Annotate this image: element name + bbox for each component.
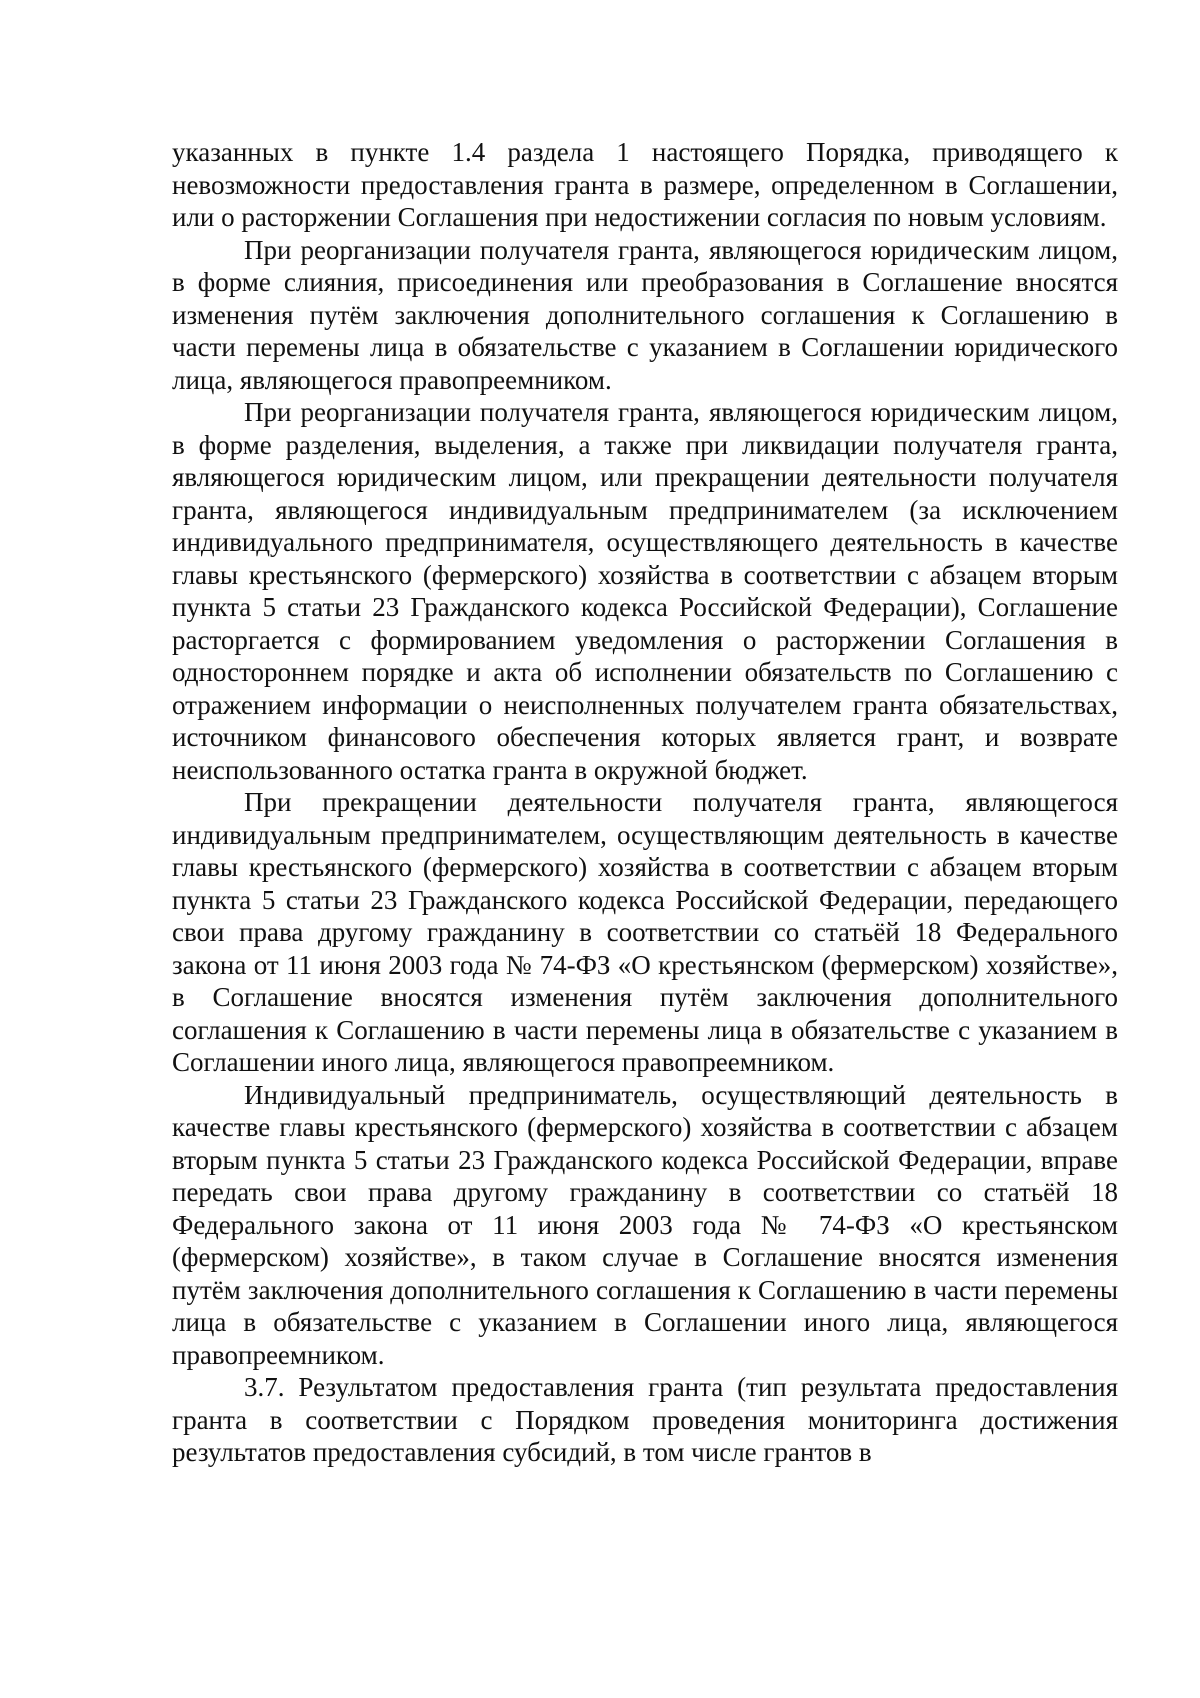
document-page <box>172 136 1118 1469</box>
paragraph-continuation: указанных в пункте 1.4 раздела 1 настоящего Порядка, приводящего к невозможности предоставления гранта в размере, определенном в Соглашении, или о расторжении Соглашения при недостижении согласия по новым условиям. <box>172 137 1118 232</box>
paragraph-reorganization-merger: При реорганизации получателя гранта, являющегося юридическим лицом, в форме слияния, присоединения или преобразования в Соглашение вносятся изменения путём заключения дополнительного соглашения к Соглашению в части перемены лица в обязательстве с указанием в Соглашении юридического лица, являющегося правопреемником. <box>172 234 1118 395</box>
paragraph-rights-transfer: Индивидуальный предприниматель, осуществляющий деятельность в качестве главы крестьянского (фермерского) хозяйства в соответствии с абзацем вторым пункта 5 статьи 23 Гражданского кодекса Российской Федерации, вправе передать свои права другому гражданину в соответствии со статьёй 18 Федерального закона от 11 июня 2003 года № 74-ФЗ «О крестьянском (фермерском) хозяйстве», в таком случае в Соглашение вносятся изменения путём заключения дополнительного соглашения к Соглашению в части перемены лица в обязательстве с указанием в Соглашении иного лица, являющегося правопреемником. <box>172 1079 1118 1370</box>
paragraph-reorganization-division: При реорганизации получателя гранта, являющегося юридическим лицом, в форме разделения, выделения, а также при ликвидации получателя гранта, являющегося юридическим лицом, или прекращении деятельности получателя гранта, являющегося индивидуальным предпринимателем (за исключением индивидуального предпринимателя, осуществляющего деятельность в качестве главы крестьянского (фермерского) хозяйства в соответствии с абзацем вторым пункта 5 статьи 23 Гражданского кодекса Российской Федерации), Соглашение расторгается с формированием уведомления о расторжении Соглашения в одностороннем порядке и акта об исполнении обязательств по Соглашению с отражением информации о неисполненных получателем гранта обязательствах, источником финансового обеспечения которых является грант, и возврате неиспользованного остатка гранта в окружной бюджет. <box>172 397 1118 785</box>
paragraph-section-3-7: 3.7. Результатом предоставления гранта (тип результата предоставления гранта в соответствии с Порядком проведения мониторинга достижения результатов предоставления субсидий, в том числе грантов в <box>172 1372 1118 1467</box>
paragraph-termination-farm-head: При прекращении деятельности получателя гранта, являющегося индивидуальным предпринимателем, осуществляющим деятельность в качестве главы крестьянского (фермерского) хозяйства в соответствии с абзацем вторым пункта 5 статьи 23 Гражданского кодекса Российской Федерации, передающего свои права другому гражданину в соответствии со статьёй 18 Федерального закона от 11 июня 2003 года № 74-ФЗ «О крестьянском (фермерском) хозяйстве», в Соглашение вносятся изменения путём заключения дополнительного соглашения к Соглашению в части перемены лица в обязательстве с указанием в Соглашении иного лица, являющегося правопреемником. <box>172 787 1118 1077</box>
